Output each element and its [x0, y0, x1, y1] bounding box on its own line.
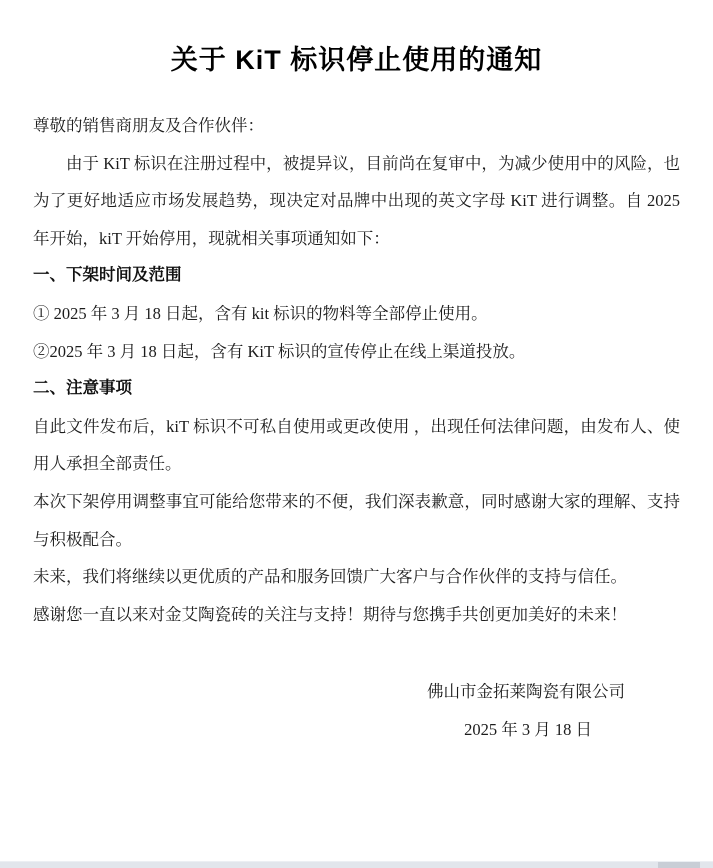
signature-block — [33, 673, 680, 748]
section-2-paragraph-4: 感谢您一直以来对金艾陶瓷砖的关注与支持！期待与您携手共创更加美好的未来！ — [33, 604, 627, 624]
company-name: 佛山市金拓莱陶瓷有限公司 — [427, 682, 625, 702]
section-2-paragraph-1: 自此文件发布后，kiT 标识不可私自使用或更改使用 ，出现任何法律问题，由发布人、使用人承担全部责任。 — [33, 416, 680, 474]
horizontal-scrollbar[interactable] — [0, 861, 713, 868]
section-2-paragraph-3: 未来，我们将继续以更优质的产品和服务回馈广大客户与合作伙伴的支持与信任。 — [33, 567, 627, 587]
page-title: 关于 KiT 标识停止使用的通知 — [170, 45, 543, 75]
salutation: 尊敬的销售商朋友及合作伙伴： — [33, 116, 264, 135]
section-1-item-2: ②2025 年 3 月 18 日起，含有 KiT 标识的宣传停止在线上渠道投放。 — [33, 341, 526, 361]
intro-paragraph: 由于 KiT 标识在注册过程中，被提异议，目前尚在复审中，为减少使用中的风险，也为了更好地适应市场发展趋势，现决定对品牌中出现的英文字母 KiT 进行调整。自 2025 年开始，kiT 开始停用，现就相关事项通知如下： — [33, 153, 680, 248]
section-1-item-1: ① 2025 年 3 月 18 日起，含有 kit 标识的物料等全部停止使用。 — [33, 303, 488, 323]
signature-date: 2025 年 3 月 18 日 — [464, 719, 592, 739]
section-2-heading: 二、注意事项 — [33, 379, 132, 398]
scrollbar-thumb[interactable] — [658, 862, 700, 868]
document-body — [33, 107, 680, 749]
section-2-paragraph-2: 本次下架停用调整事宜可能给您带来的不便，我们深表歉意，同时感谢大家的理解、支持与积极配合。 — [33, 491, 680, 549]
section-1-heading: 一、下架时间及范围 — [33, 266, 182, 285]
